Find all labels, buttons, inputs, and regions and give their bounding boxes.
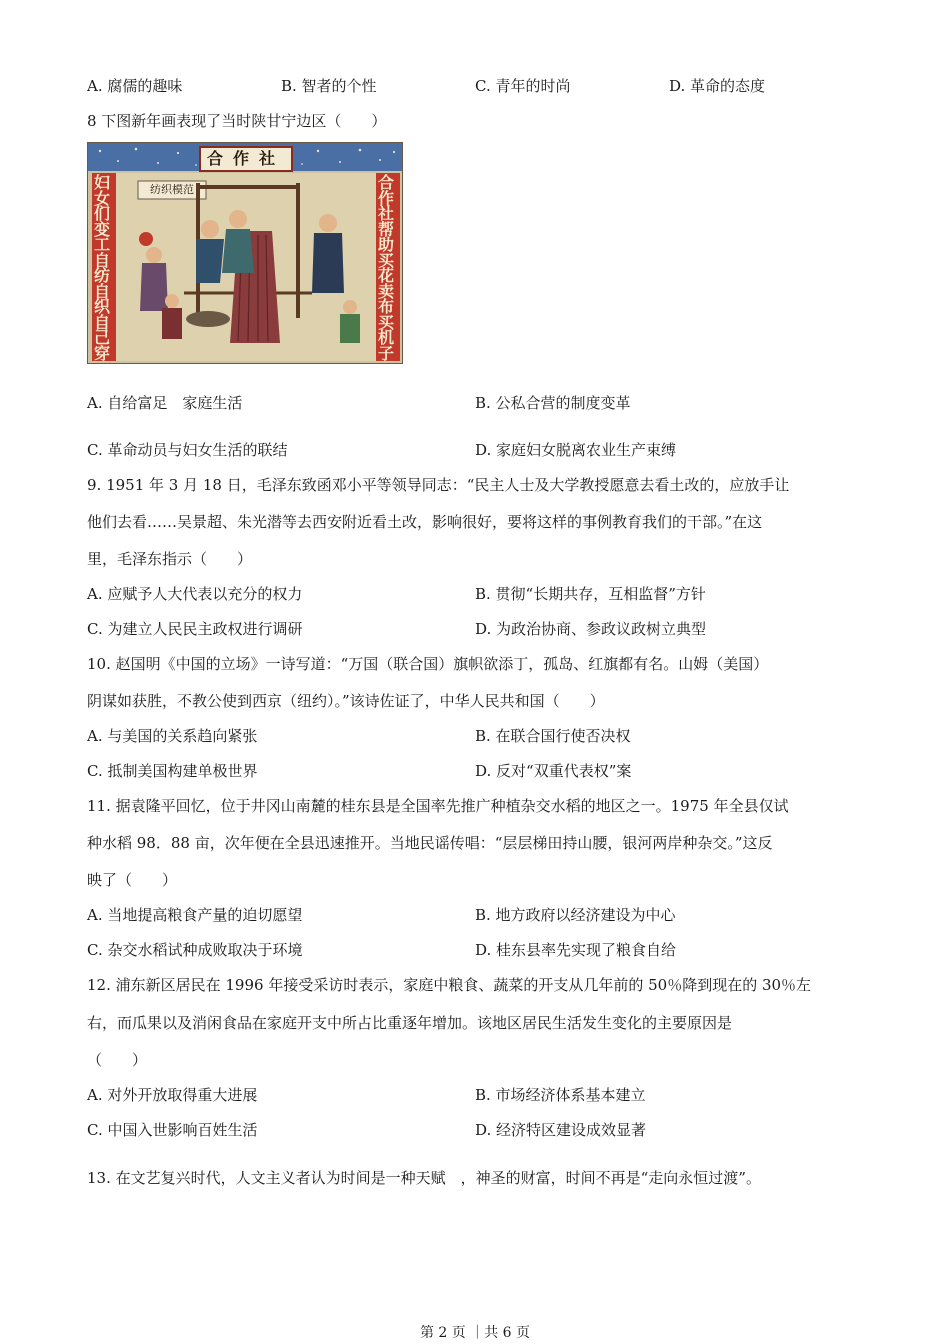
q12-line-2: 右，而瓜果以及消闲食品在家庭开支中所占比重逐年增加。该地区居民生活发生变化的主要原因是 [87, 1014, 733, 1032]
q12-option-c: C. 中国入世影响百姓生活 [87, 1121, 258, 1139]
q10-line-2: 阴谋如获胜，不教公使到西京（纽约）。”该诗佐证了，中华人民共和国（ ） [87, 692, 605, 710]
q7-option-d: D. 革命的态度 [669, 77, 766, 95]
q13-stem: 13. 在文艺复兴时代，人文主义者认为时间是一种天赋 ，神圣的财富，时间不再是“走向永恒过渡”。 [87, 1169, 761, 1187]
painting-top-title: 合作社 [206, 149, 285, 168]
q7-option-a: A. 腐儒的趣味 [87, 77, 183, 95]
painting-left-text: 妇女们变工自纺自织自己穿 [94, 173, 111, 363]
painting-right-text: 合作社帮助买花卖布买机子 [378, 173, 395, 363]
q12-option-d: D. 经济特区建设成效显著 [475, 1121, 647, 1139]
q8-option-b: B. 公私合营的制度变革 [475, 394, 631, 412]
q11-option-a: A. 当地提高粮食产量的迫切愿望 [87, 906, 303, 924]
q12-option-b: B. 市场经济体系基本建立 [475, 1086, 646, 1104]
q8-stem: 8 下图新年画表现了当时陕甘宁边区（ ） [87, 112, 387, 130]
q10-option-d: D. 反对“双重代表权”案 [475, 762, 632, 780]
q8-option-d: D. 家庭妇女脱离农业生产束缚 [475, 441, 677, 459]
q9-option-c: C. 为建立人民民主政权进行调研 [87, 620, 303, 638]
q11-option-b: B. 地方政府以经济建设为中心 [475, 906, 676, 924]
q10-option-b: B. 在联合国行使否决权 [475, 727, 631, 745]
q11-line-3: 映了（ ） [87, 871, 178, 889]
q12-line-3: （ ） [87, 1051, 148, 1069]
q9-option-d: D. 为政治协商、参政议政树立典型 [475, 620, 707, 638]
q7-option-c: C. 青年的时尚 [475, 77, 571, 95]
q11-option-c: C. 杂交水稻试种成败取决于环境 [87, 941, 303, 959]
q10-option-c: C. 抵制美国构建单极世界 [87, 762, 258, 780]
painting-banner: 纺织模范 [150, 183, 194, 196]
q9-line-3: 里，毛泽东指示（ ） [87, 550, 253, 568]
q11-line-1: 11. 据袁隆平回忆，位于井冈山南麓的桂东县是全国率先推广种植杂交水稻的地区之一。1975 年全县仅试 [87, 797, 789, 815]
q11-line-2: 种水稻 98．88 亩，次年便在全县迅速推开。当地民谣传唱：“层层梯田持山腰，银河两岸种杂交。”这反 [87, 834, 773, 852]
new-year-painting [87, 142, 403, 364]
q9-option-a: A. 应赋予人大代表以充分的权力 [87, 585, 303, 603]
painting-illustration [88, 143, 403, 364]
page-footer: 第 2 页 ｜共 6 页 [419, 1325, 531, 1341]
q12-line-1: 12. 浦东新区居民在 1996 年接受采访时表示，家庭中粮食、蔬菜的开支从几年前的 50％降到现在的 30％左 [87, 976, 812, 994]
q8-option-a: A. 自给富足 家庭生活 [87, 394, 243, 412]
q8-option-c: C. 革命动员与妇女生活的联结 [87, 441, 288, 459]
q10-line-1: 10. 赵国明《中国的立场》一诗写道：“万国（联合国）旗帜欲添丁，孤岛、红旗都有名。山姆（美国） [87, 655, 769, 673]
q9-line-1: 9. 1951 年 3 月 18 日，毛泽东致函邓小平等领导同志：“民主人士及大学教授愿意去看土改的，应放手让 [87, 476, 790, 494]
q9-line-2: 他们去看……吴景超、朱光潜等去西安附近看土改，影响很好，要将这样的事例教育我们的干部。”在这 [87, 513, 763, 531]
q11-option-d: D. 桂东县率先实现了粮食自给 [475, 941, 677, 959]
q10-option-a: A. 与美国的关系趋向紧张 [87, 727, 258, 745]
q9-option-b: B. 贯彻“长期共存，互相监督”方针 [475, 585, 706, 603]
q12-option-a: A. 对外开放取得重大进展 [87, 1086, 258, 1104]
q7-option-b: B. 智者的个性 [281, 77, 377, 95]
